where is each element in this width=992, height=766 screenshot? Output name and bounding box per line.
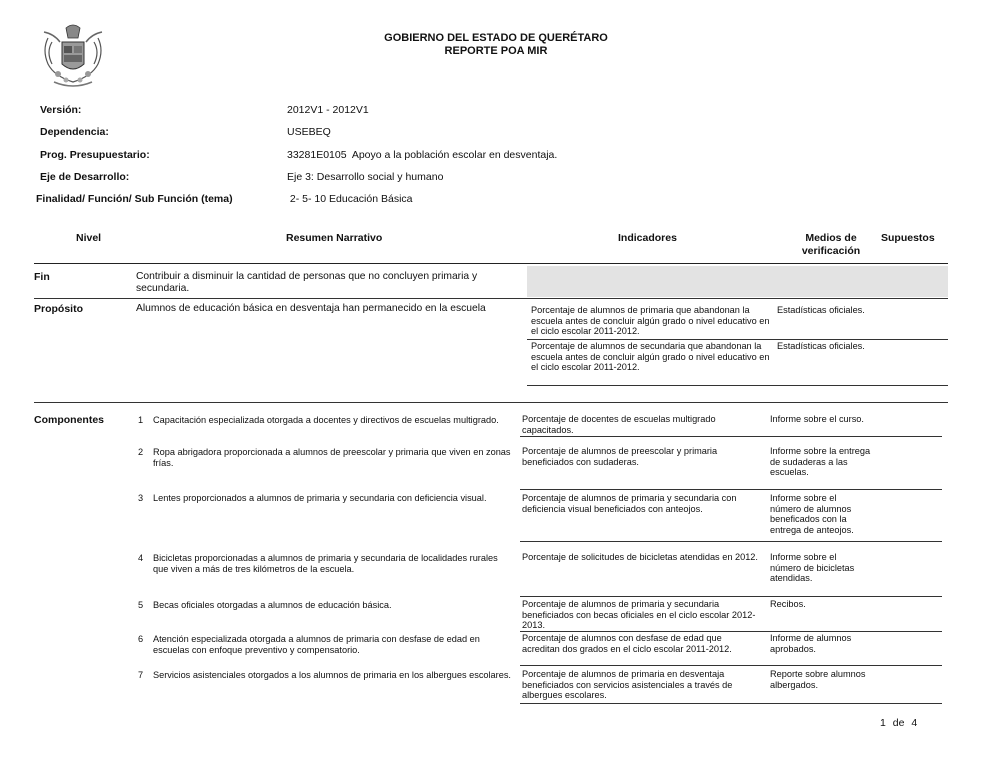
component-indicador-5: Porcentaje de alumnos de primaria y secundaria beneficiados con becas oficiales en el ciclo escolar 2012-2013. xyxy=(522,599,756,630)
component-number-1: 1 xyxy=(138,415,144,425)
report-title: GOBIERNO DEL ESTADO DE QUERÉTARO xyxy=(384,32,608,44)
component-number-5: 5 xyxy=(138,600,144,610)
component-medio-2: Informe sobre la entrega de sudaderas a las escuelas. xyxy=(770,446,871,477)
component-medio-5: Recibos. xyxy=(770,599,806,609)
page-current: 1 xyxy=(880,717,886,729)
proposito-indicador-2: Porcentaje de alumnos de secundaria que abandonan la escuela antes de concluir algún grado o nivel educativo en el ciclo escolar 2011-2012. xyxy=(531,341,770,372)
component-text-3: Lentes proporcionados a alumnos de primaria y secundaria con deficiencia visual. xyxy=(153,493,487,503)
component-number-2: 2 xyxy=(138,447,144,457)
component-indicador-4: Porcentaje de solicitudes de bicicletas atendidas en 2012. xyxy=(522,552,758,562)
component-rule-6 xyxy=(520,665,942,666)
component-number-3: 3 xyxy=(138,493,144,503)
component-rule-3 xyxy=(520,541,942,542)
dependencia-value: USEBEQ xyxy=(287,126,331,138)
component-number-6: 6 xyxy=(138,634,144,644)
proposito-ind-rule-2 xyxy=(527,385,948,386)
col-resumen: Resumen Narrativo xyxy=(286,232,383,244)
fin-label: Fin xyxy=(34,271,50,283)
version-value: 2012V1 - 2012V1 xyxy=(287,104,369,116)
component-text-5: Becas oficiales otorgadas a alumnos de educación básica. xyxy=(153,600,392,610)
finalidad-label: Finalidad/ Función/ Sub Función (tema) xyxy=(36,193,233,205)
proposito-text: Alumnos de educación básica en desventaja han permanecido en la escuela xyxy=(136,303,486,314)
component-rule-7 xyxy=(520,703,942,704)
component-number-7: 7 xyxy=(138,670,144,680)
page-indicator xyxy=(880,717,917,729)
component-rule-5 xyxy=(520,631,942,632)
proposito-ind-rule-1 xyxy=(527,339,948,340)
component-text-1: Capacitación especializada otorgada a docentes y directivos de escuelas multigrado. xyxy=(153,415,499,425)
programa-value: 33281E0105 Apoyo a la población escolar en desventaja. xyxy=(287,149,558,161)
eje-value: Eje 3: Desarrollo social y humano xyxy=(287,171,444,183)
component-medio-6: Informe de alumnos aprobados. xyxy=(770,633,852,654)
programa-label: Prog. Presupuestario: xyxy=(40,149,150,161)
component-medio-1: Informe sobre el curso. xyxy=(770,414,864,424)
component-rule-4 xyxy=(520,596,942,597)
component-rule-2 xyxy=(520,489,942,490)
col-nivel: Nivel xyxy=(76,232,102,244)
dependencia-label: Dependencia: xyxy=(40,126,109,138)
page-of: de xyxy=(892,717,905,729)
eje-label: Eje de Desarrollo: xyxy=(40,171,130,183)
componentes-label: Componentes xyxy=(34,414,105,426)
fin-rule xyxy=(34,298,948,299)
state-seal-logo xyxy=(40,20,106,88)
component-text-2: Ropa abrigadora proporcionada a alumnos de preescolar y primaria que viven en zonas frías. xyxy=(153,447,511,468)
proposito-rule xyxy=(34,402,948,403)
report-subtitle: REPORTE POA MIR xyxy=(444,45,548,57)
proposito-indicador-1: Porcentaje de alumnos de primaria que abandonan la escuela antes de concluir algún grado o nivel educativo en el ciclo escolar 2011-2012. xyxy=(531,305,770,336)
component-indicador-7: Porcentaje de alumnos de primaria en desventaja beneficiados con servicios asistenciales a través de albergues escolares. xyxy=(522,669,733,700)
fin-band xyxy=(527,266,948,297)
page-total: 4 xyxy=(911,717,918,729)
proposito-medio-2: Estadísticas oficiales. xyxy=(777,341,865,351)
component-medio-7: Reporte sobre alumnos albergados. xyxy=(770,669,866,690)
version-label: Versión: xyxy=(40,104,82,116)
component-rule-1 xyxy=(520,436,942,437)
col-medios: Medios de verificación xyxy=(801,232,861,257)
component-medio-4: Informe sobre el número de bicicletas atendidas. xyxy=(770,552,855,583)
component-text-4: Bicicletas proporcionadas a alumnos de primaria y secundaria de localidades rurales que viven a más de tres kilómetros de la escuela. xyxy=(153,553,498,574)
component-text-7: Servicios asistenciales otorgados a los alumnos de primaria en los albergues escolares. xyxy=(153,670,511,680)
component-indicador-1: Porcentaje de docentes de escuelas multigrado capacitados. xyxy=(522,414,716,435)
col-supuestos: Supuestos xyxy=(881,232,935,244)
fin-text: Contribuir a disminuir la cantidad de personas que no concluyen primaria y secundaria. xyxy=(136,271,478,294)
finalidad-value: 2- 5- 10 Educación Básica xyxy=(287,193,413,205)
proposito-label: Propósito xyxy=(34,303,83,315)
header-rule xyxy=(34,263,948,264)
component-indicador-6: Porcentaje de alumnos con desfase de edad que acreditan dos grados en el ciclo escolar 2011-2012. xyxy=(522,633,732,654)
component-number-4: 4 xyxy=(138,553,144,563)
proposito-medio-1: Estadísticas oficiales. xyxy=(777,305,865,315)
col-indicadores: Indicadores xyxy=(618,232,677,244)
component-text-6: Atención especializada otorgada a alumnos de primaria con desfase de edad en escuelas con enfoque preventivo y compensatorio. xyxy=(153,634,480,655)
component-medio-3: Informe sobre el número de alumnos beneficados con la entrega de anteojos. xyxy=(770,493,854,535)
component-indicador-2: Porcentaje de alumnos de preescolar y primaria beneficiados con sudaderas. xyxy=(522,446,718,467)
component-indicador-3: Porcentaje de alumnos de primaria y secundaria con deficiencia visual beneficiados con anteojos. xyxy=(522,493,737,514)
